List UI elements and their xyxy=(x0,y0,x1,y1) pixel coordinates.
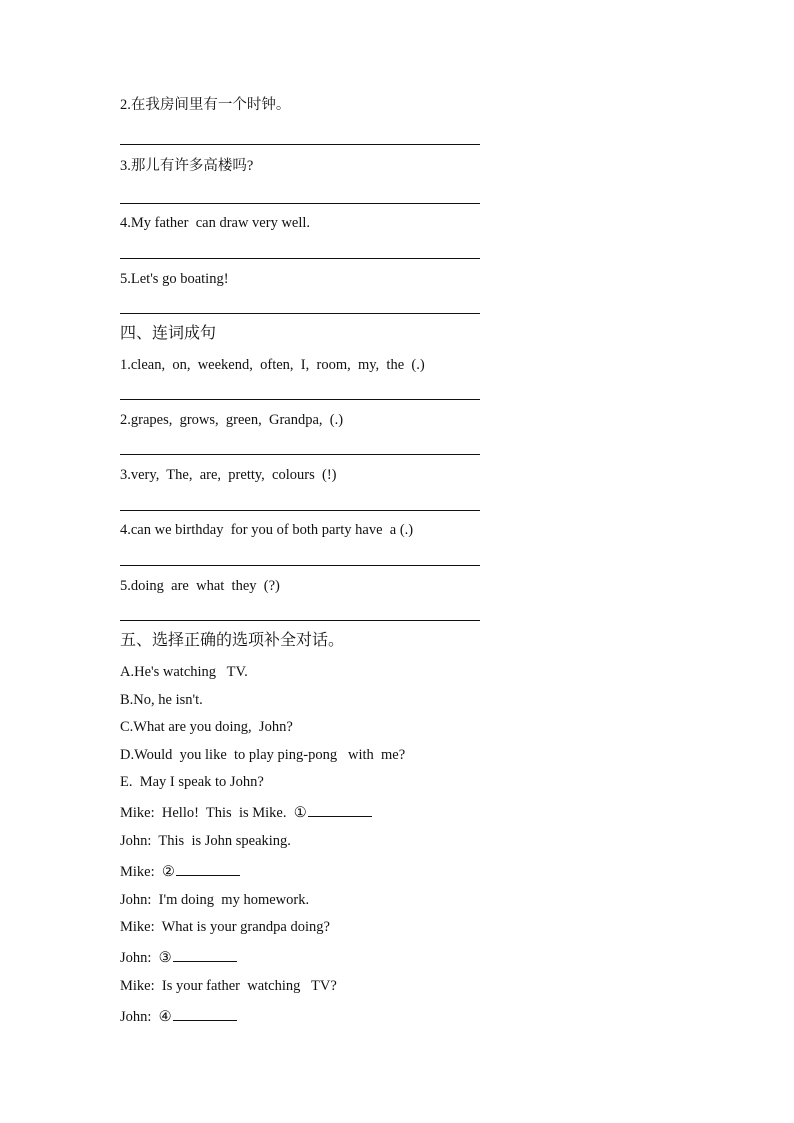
dialogue-line-7: Mike: Is your father watching TV? xyxy=(120,978,337,994)
dialogue-line-6 xyxy=(120,947,237,967)
dialogue-text: Mike: ② xyxy=(120,864,175,880)
answer-line xyxy=(120,454,480,455)
answer-line xyxy=(120,620,480,621)
dialogue-text: John: ④ xyxy=(120,1009,172,1025)
reorder-item-1: 1.clean, on, weekend, often, I, room, my, the (.) xyxy=(120,357,425,373)
reorder-item-2: 2.grapes, grows, green, Grandpa, (.) xyxy=(120,412,344,428)
dialogue-text: John: ③ xyxy=(120,950,172,966)
option-c: C.What are you doing, John? xyxy=(120,719,293,735)
fill-blank[interactable] xyxy=(176,861,240,876)
answer-line xyxy=(120,565,480,566)
dialogue-line-3 xyxy=(120,861,240,881)
answer-line xyxy=(120,399,480,400)
option-e: E. May I speak to John? xyxy=(120,774,264,790)
option-b: B.No, he isn't. xyxy=(120,692,203,708)
dialogue-line-8 xyxy=(120,1006,237,1026)
translate-item-5: 5.Let's go boating! xyxy=(120,271,229,287)
option-a: A.He's watching TV. xyxy=(120,664,248,680)
dialogue-line-5: Mike: What is your grandpa doing? xyxy=(120,919,330,935)
answer-line xyxy=(120,313,480,314)
dialogue-line-1 xyxy=(120,802,372,822)
fill-blank[interactable] xyxy=(173,947,237,962)
fill-blank[interactable] xyxy=(308,802,372,817)
section-five-heading: 五、选择正确的选项补全对话。 xyxy=(120,632,345,649)
translate-item-4: 4.My father can draw very well. xyxy=(120,215,311,231)
dialogue-text: Mike: Hello! This is Mike. ① xyxy=(120,805,307,821)
translate-item-2: 2.在我房间里有一个时钟。 xyxy=(120,97,291,113)
answer-line xyxy=(120,510,480,511)
answer-line xyxy=(120,258,480,259)
option-d: D.Would you like to play ping-pong with me? xyxy=(120,747,406,763)
translate-item-3: 3.那儿有许多高楼吗? xyxy=(120,158,254,174)
answer-line xyxy=(120,144,480,145)
reorder-item-4: 4.can we birthday for you of both party have a (.) xyxy=(120,522,414,538)
reorder-item-5: 5.doing are what they (?) xyxy=(120,578,280,594)
dialogue-line-2: John: This is John speaking. xyxy=(120,833,291,849)
dialogue-line-4: John: I'm doing my homework. xyxy=(120,892,310,908)
section-four-heading: 四、连词成句 xyxy=(120,325,217,342)
reorder-item-3: 3.very, The, are, pretty, colours (!) xyxy=(120,467,337,483)
fill-blank[interactable] xyxy=(173,1006,237,1021)
answer-line xyxy=(120,203,480,204)
